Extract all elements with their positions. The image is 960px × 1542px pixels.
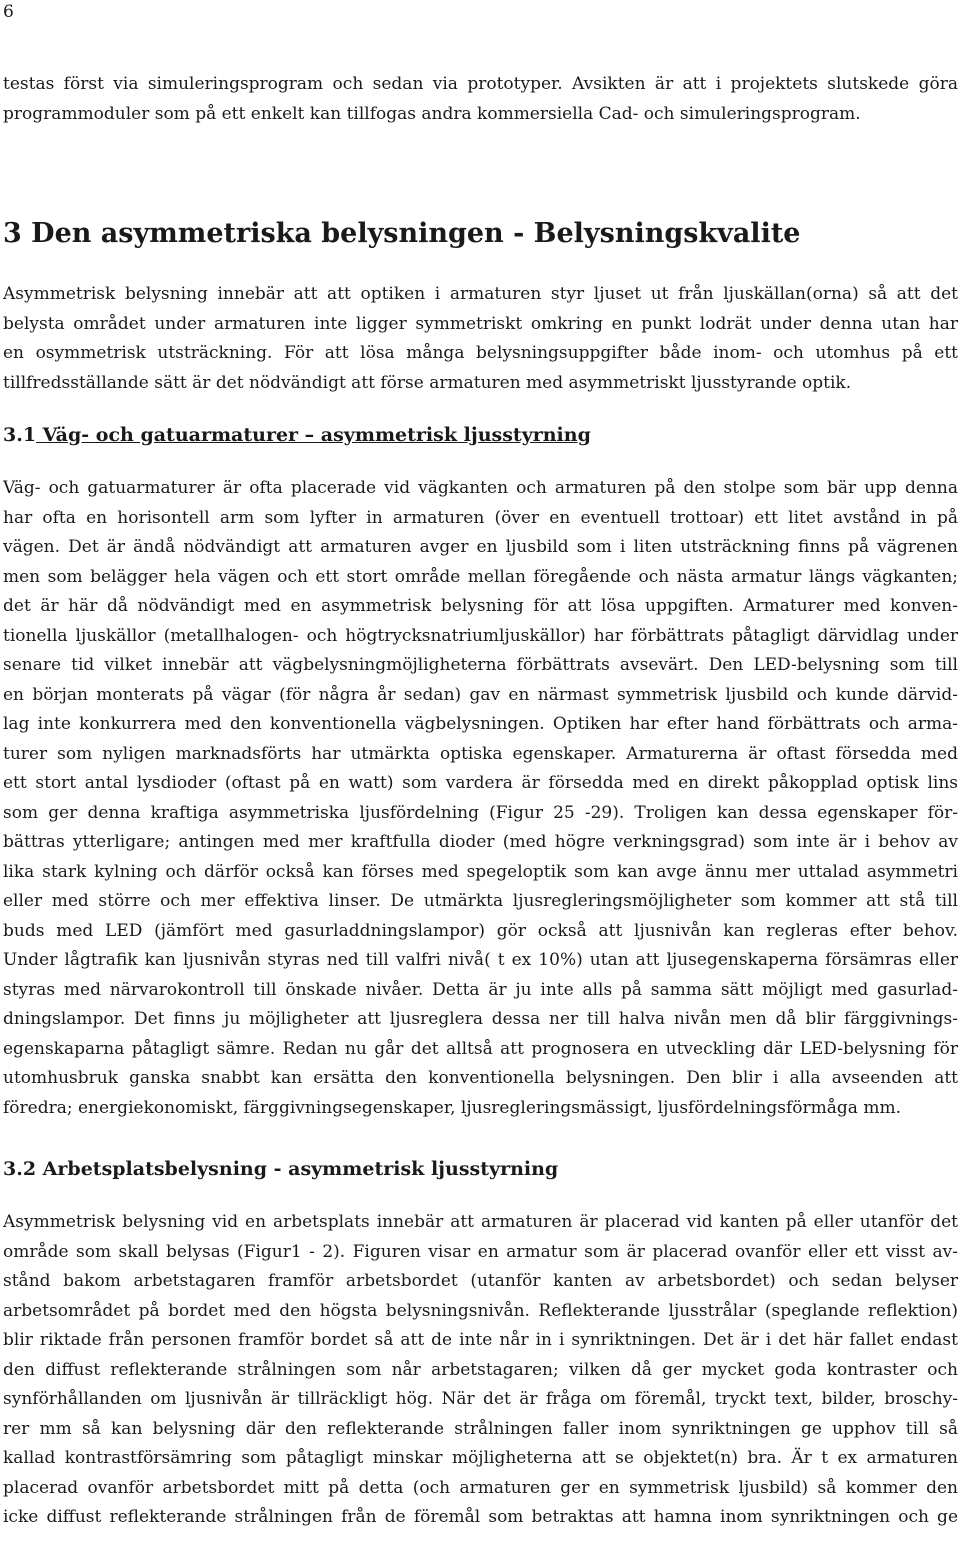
text-line: Asymmetrisk belysning innebär att att optiken i armaturen styr ljuset ut från ljuskällan(orna) så att det (3, 284, 958, 304)
text-line: lag inte konkurrera med den konventionella vägbelysningen. Optiken har efter hand förbättrats och arma- (3, 714, 958, 734)
text-line: bättras ytterligare; antingen med mer kraftfulla dioder (med högre verkningsgrad) som inte är i behov av (3, 832, 958, 852)
text-line: som ger denna kraftiga asymmetriska ljusfördelning (Figur 25 -29). Troligen kan dessa egenskaper för- (3, 802, 958, 823)
text-line: Under lågtrafik kan ljusnivån styras ned till valfri nivå( t ex 10%) utan att ljusegenskaperna försämras eller (3, 950, 958, 970)
section-3-1-paragraph (3, 474, 958, 1123)
text-line: buds med LED (jämfört med gasurladdningslampor) gör också att ljusnivån kan regleras efter behov. (3, 920, 958, 941)
text-line: vägen. Det är ändå nödvändigt att armaturen avger en ljusbild som i liten utsträckning finns på vägrenen (3, 537, 958, 557)
text-line: lika stark kylning och därför också kan förses med spegeloptik som kan avge ännu mer uttalad asymmetri (3, 861, 958, 882)
text-line: men som belägger hela vägen och ett stort område mellan föregående och nästa armatur längs vägkanten; (3, 566, 958, 587)
text-line: ett stort antal lysdioder (oftast på en watt) som vardera är försedda med en direkt påkopplad optisk lins (3, 773, 958, 793)
text-line: stånd bakom arbetstagaren framför arbetsbordet (utanför kanten av arbetsbordet) och sedan belyser (3, 1271, 958, 1291)
text-line: föredra; energiekonomiskt, färggivningsegenskaper, ljusregleringsmässigt, ljusfördelningsförmåga mm. (3, 1097, 901, 1118)
section-3-1-title: Väg- och gatuarmaturer – asymmetrisk ljusstyrning (36, 424, 591, 446)
text-line: Asymmetrisk belysning vid en arbetsplats innebär att armaturen är placerad vid kanten på eller utanför det (3, 1212, 958, 1232)
section-3-heading: 3 Den asymmetriska belysningen - Belysningskvalite (3, 218, 801, 249)
text-line: område som skall belysas (Figur1 - 2). Figuren visar en armatur som är placerad ovanför eller ett visst av- (3, 1241, 958, 1262)
text-line: dningslampor. Det finns ju möjligheter att ljusreglera dessa ner till halva nivån men då blir färggivnings- (3, 1009, 958, 1029)
text-line: programmoduler som på ett enkelt kan tillfogas andra kommersiella Cad- och simuleringsprogram. (3, 103, 861, 124)
text-line: utomhusbruk ganska snabbt kan ersätta den konventionella belysningen. Den blir i alla avseenden att (3, 1068, 958, 1088)
text-line: synförhållanden om ljusnivån är tillräckligt hög. När det är fråga om föremål, tryckt text, bilder, broschy- (3, 1389, 958, 1409)
text-line: en osymmetrisk utsträckning. För att lösa många belysningsuppgifter både inom- och utomhus på ett (3, 343, 958, 363)
text-line: belysta området under armaturen inte ligger symmetriskt omkring en punkt lodrät under denna utan har (3, 313, 958, 334)
text-line: icke diffust reflekterande strålningen från de föremål som betraktas att hamna inom synriktningen och ge (3, 1507, 958, 1527)
text-line: det är här då nödvändigt med en asymmetrisk belysning för att lösa uppgiften. Armaturer med konven- (3, 596, 958, 616)
text-line: tillfredsställande sätt är det nödvändigt att förse armaturen med asymmetriskt ljusstyrande optik. (3, 372, 852, 393)
section-3-2-paragraph (3, 1208, 958, 1533)
text-line: rer mm så kan belysning där den reflekterande strålningen faller inom synriktningen ge upphov till så (3, 1418, 958, 1439)
section-3-paragraph (3, 280, 958, 398)
text-line: eller med större och mer effektiva linser. De utmärkta ljusregleringsmöjligheter som kommer att stå till (3, 891, 958, 911)
text-line: placerad ovanför arbetsbordet mitt på detta (och armaturen ger en symmetrisk ljusbild) så kommer den (3, 1477, 958, 1498)
text-line: testas först via simuleringsprogram och sedan via prototyper. Avsikten är att i projektets slutskede göra (3, 74, 958, 94)
text-line: tionella ljuskällor (metallhalogen- och högtrycksnatriumljuskällor) har förbättrats påtagligt därvidlag under (3, 625, 958, 646)
section-3-2-heading: 3.2 Arbetsplatsbelysning - asymmetrisk ljusstyrning (3, 1158, 559, 1180)
intro-paragraph (3, 70, 958, 129)
text-line: den diffust reflekterande strålningen som når arbetstagaren; vilken då ger mycket goda kontraster och (3, 1359, 958, 1380)
text-line: turer som nyligen marknadsförts har utmärkta optiska egenskaper. Armaturerna är oftast försedda med (3, 743, 958, 764)
section-3-1-number: 3.1 (3, 424, 37, 446)
text-line: egenskaparna påtagligt sämre. Redan nu går det alltså att prognosera en utveckling där LED-belysning för (3, 1038, 958, 1059)
section-3-1-heading (3, 424, 591, 446)
text-line: styras med närvarokontroll till önskade nivåer. Detta är ju inte alls på samma sätt möjligt med gasurlad- (3, 979, 958, 1000)
text-line: senare tid vilket innebär att vägbelysningmöjligheterna förbättrats avsevärt. Den LED-belysning som till (3, 655, 958, 675)
page-number: 6 (3, 2, 14, 22)
text-line: blir riktade från personen framför bordet så att de inte når in i synriktningen. Det är i det här fallet endast (3, 1330, 958, 1350)
text-line: en början monterats på vägar (för några år sedan) gav en närmast symmetrisk ljusbild och kunde därvid- (3, 684, 958, 705)
text-line: har ofta en horisontell arm som lyfter in armaturen (över en eventuell trottoar) ett litet avstånd in på (3, 507, 958, 528)
text-line: Väg- och gatuarmaturer är ofta placerade vid vägkanten och armaturen på den stolpe som bär upp denna (3, 478, 958, 498)
text-line: arbetsområdet på bordet med den högsta belysningsnivån. Reflekterande ljusstrålar (speglande reflektion) (3, 1300, 958, 1321)
text-line: kallad kontrastförsämring som påtagligt minskar möjligheterna att se objektet(n) bra. Är t ex armaturen (3, 1448, 958, 1468)
